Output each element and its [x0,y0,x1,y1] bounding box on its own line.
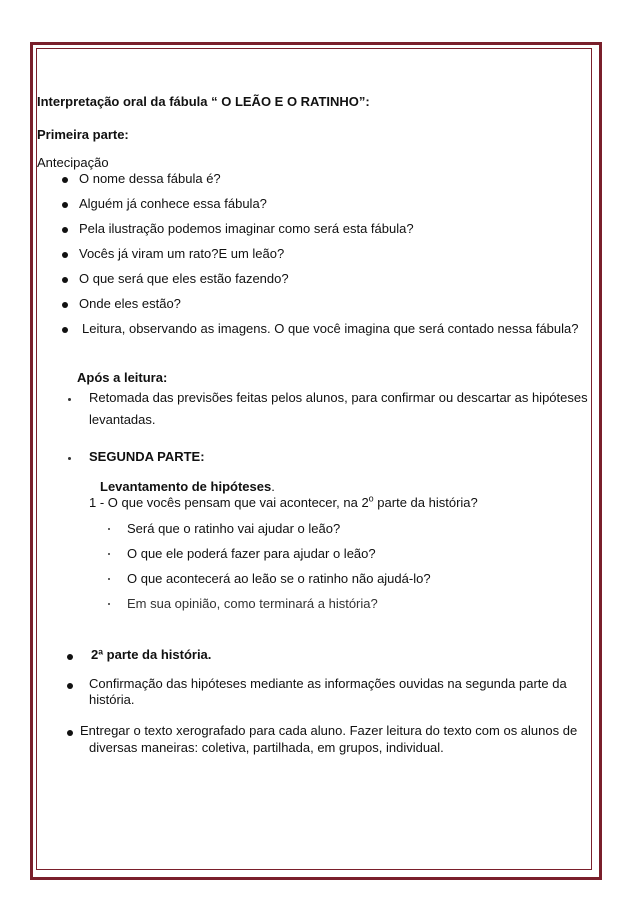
subheading-antecipacao: Antecipação [37,155,109,170]
bullet-icon [62,302,68,308]
bullet-icon [67,683,73,689]
bullet-icon [67,730,73,736]
bullet-icon [62,202,68,208]
subheading-apos-leitura: Após a leitura: [77,370,168,385]
bullet-icon [108,528,110,530]
page-title: Interpretação oral da fábula “ O LEÃO E O RATINHO”: [37,94,370,109]
confirmacao-text-line1: Confirmação das hipóteses mediante as informações ouvidas na segunda parte da [89,676,567,691]
bullet-icon [62,277,68,283]
bullet-icon [62,252,68,258]
question-1: 1 - O que vocês pensam que vai acontecer, na 2$^o$ parte da história? [89,493,478,510]
subheading-levantamento: Levantamento de hipóteses. [100,479,275,494]
bullet-icon [108,553,110,555]
bullet-icon [67,654,73,660]
retomada-text-line2: levantadas. [89,412,156,427]
section-heading-part2: 2ª parte da história. [91,647,212,662]
bullet-icon [108,578,110,580]
bullet-icon [62,177,68,183]
bullet-icon [68,457,71,460]
section-heading-primeira-parte: Primeira parte: [37,127,129,142]
entregar-text-line2: diversas maneiras: coletiva, partilhada, em grupos, individual. [89,740,444,755]
section-heading-segunda-parte: SEGUNDA PARTE: [89,449,205,464]
bullet-icon [62,327,68,333]
bullet-icon [108,603,110,605]
confirmacao-text-line2: história. [89,692,135,707]
retomada-text-line1: Retomada das previsões feitas pelos alunos, para confirmar ou descartar as hipóteses [89,390,588,405]
bullet-icon [68,398,71,401]
entregar-text-line1: Entregar o texto xerografado para cada aluno. Fazer leitura do texto com os alunos de [80,723,578,738]
bullet-icon [62,227,68,233]
